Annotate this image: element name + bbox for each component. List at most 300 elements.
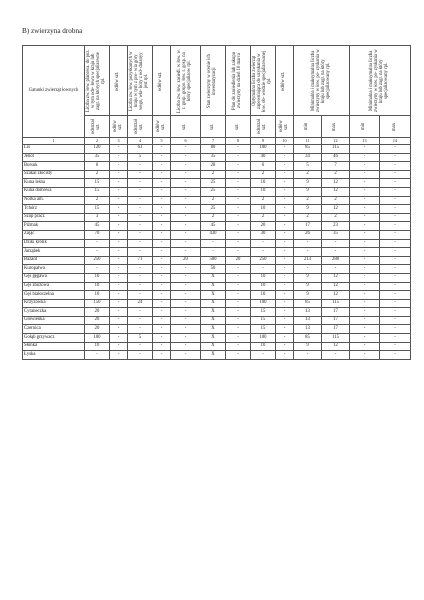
table-cell: - — [153, 230, 171, 239]
table-cell: 26 — [294, 230, 322, 239]
column-number: 9 — [251, 138, 276, 145]
table-cell: - — [153, 273, 171, 282]
table-cell: - — [153, 162, 171, 171]
table-cell: - — [276, 230, 294, 239]
table-cell: - — [276, 273, 294, 282]
table-cell: 3 — [85, 213, 110, 222]
table-cell: 15 — [85, 187, 110, 196]
table-cell: 20 — [85, 316, 110, 325]
table-cell: - — [153, 205, 171, 214]
table-cell: - — [226, 325, 251, 334]
table-cell: - — [153, 351, 171, 360]
table-cell: - — [128, 239, 153, 248]
sub-min-2: min — [350, 116, 380, 138]
table-cell: 10 — [251, 282, 276, 291]
table-cell: 115 — [322, 299, 350, 308]
table-cell: - — [380, 213, 411, 222]
table-cell: 10 — [251, 291, 276, 300]
sub-odlow-1: odłów szt. — [110, 116, 128, 138]
table-cell: - — [171, 230, 201, 239]
table-cell: - — [153, 308, 171, 317]
table-cell: 2 — [201, 213, 226, 222]
species-name: Szop pracz — [23, 213, 85, 222]
table-cell: - — [153, 213, 171, 222]
table-cell: - — [380, 170, 411, 179]
table-cell: 9 — [294, 282, 322, 291]
column-number: 5 — [153, 138, 171, 145]
table-cell: 150 — [85, 299, 110, 308]
species-name: Cyraneczka — [23, 308, 85, 317]
table-cell: 120 — [85, 145, 110, 154]
table-row — [23, 230, 411, 239]
table-cell: 10 — [85, 291, 110, 300]
table-cell: - — [322, 248, 350, 257]
table-cell: 5 — [128, 334, 153, 343]
table-cell: - — [85, 248, 110, 257]
table-row — [23, 299, 411, 308]
table-cell: - — [276, 342, 294, 351]
table-cell: - — [350, 205, 380, 214]
table-cell: 34 — [294, 153, 322, 162]
table-cell: - — [110, 213, 128, 222]
table-cell: 63 — [128, 145, 153, 154]
table-cell: 20 — [226, 256, 251, 265]
table-cell: - — [251, 351, 276, 360]
table-cell: 17 — [322, 325, 350, 334]
table-cell: - — [171, 239, 201, 248]
table-cell: - — [350, 265, 380, 274]
table-cell: - — [226, 282, 251, 291]
table-cell: 70 — [85, 230, 110, 239]
table-cell: 9 — [294, 179, 322, 188]
table-cell: 2 — [85, 196, 110, 205]
table-cell: 50 — [201, 265, 226, 274]
table-cell: - — [251, 265, 276, 274]
table-cell: - — [322, 265, 350, 274]
table-cell: 2 — [251, 196, 276, 205]
table-cell: - — [350, 230, 380, 239]
table-cell: 24 — [128, 299, 153, 308]
table-cell: 15 — [85, 205, 110, 214]
table-cell: 10 — [251, 342, 276, 351]
table-cell: 85 — [294, 334, 322, 343]
table-cell: - — [153, 316, 171, 325]
table-cell: - — [226, 179, 251, 188]
table-cell: - — [226, 222, 251, 231]
table-cell: 10 — [85, 282, 110, 291]
table-cell: - — [153, 170, 171, 179]
table-cell: - — [171, 153, 201, 162]
species-name: Krzyżówka — [23, 299, 85, 308]
table-row — [23, 282, 411, 291]
table-cell: - — [350, 299, 380, 308]
table-cell: - — [128, 351, 153, 360]
sub-odstrzal-1: odstrzał szt. — [85, 116, 110, 138]
table-cell: 15 — [251, 308, 276, 317]
table-row — [23, 239, 411, 248]
header-col7: Optymalna liczba zwierząt zapewniająca do uzyskania w łow. ob- wodzie specjalizowanej rpl. — [251, 46, 276, 116]
table-cell: - — [380, 196, 411, 205]
table-cell: - — [226, 205, 251, 214]
table-row — [23, 342, 411, 351]
table-cell: - — [276, 265, 294, 274]
table-cell: 6 — [251, 162, 276, 171]
table-cell: - — [380, 282, 411, 291]
table-cell: - — [171, 351, 201, 360]
column-number: 8 — [226, 138, 251, 145]
species-name: Piżmak — [23, 222, 85, 231]
table-cell: - — [201, 248, 226, 257]
table-cell: - — [128, 273, 153, 282]
table-cell: - — [110, 196, 128, 205]
table-cell: - — [110, 342, 128, 351]
column-number: 13 — [350, 138, 380, 145]
table-cell: 2 — [322, 170, 350, 179]
table-cell: 213 — [294, 256, 322, 265]
header-col2b: odłów szt. — [153, 46, 171, 116]
table-cell: - — [153, 256, 171, 265]
table-cell: 2 — [201, 196, 226, 205]
species-name: Jenot — [23, 153, 85, 162]
header-col8b: Minimalna i maksymalna liczba zwierzyny w łow. po- zyskania w kraju lub zagr. na który specjalizowany rpl. — [350, 46, 411, 116]
table-cell: 10 — [85, 273, 110, 282]
table-cell: X — [201, 351, 226, 360]
table-cell: 9 — [294, 205, 322, 214]
table-row — [23, 162, 411, 171]
column-number: 4 — [128, 138, 153, 145]
table-cell: - — [128, 230, 153, 239]
table-cell: - — [276, 325, 294, 334]
header-col1b: odłów szt. — [110, 46, 128, 116]
table-cell: - — [276, 145, 294, 154]
table-cell: - — [110, 265, 128, 274]
table-cell: - — [380, 299, 411, 308]
table-cell: - — [350, 162, 380, 171]
table-cell: - — [276, 248, 294, 257]
table-cell: - — [350, 213, 380, 222]
table-cell: - — [171, 334, 201, 343]
table-cell: - — [128, 265, 153, 274]
table-cell: - — [110, 256, 128, 265]
table-cell: 2 — [294, 170, 322, 179]
table-cell: - — [380, 308, 411, 317]
table-cell: - — [128, 162, 153, 171]
table-cell: 25 — [201, 187, 226, 196]
table-cell: - — [380, 291, 411, 300]
table-cell: - — [276, 222, 294, 231]
table-cell: 46 — [322, 153, 350, 162]
table-cell: - — [294, 351, 322, 360]
species-name: Kuropatwa — [23, 265, 85, 274]
species-name: Kuna domowa — [23, 187, 85, 196]
table-cell: - — [153, 342, 171, 351]
table-cell: 2 — [251, 170, 276, 179]
table-cell: 9 — [294, 273, 322, 282]
table-cell: - — [110, 153, 128, 162]
table-cell: - — [350, 342, 380, 351]
table-cell: 2 — [85, 170, 110, 179]
table-cell: - — [350, 196, 380, 205]
table-cell: - — [251, 239, 276, 248]
species-name: Zając — [23, 230, 85, 239]
table-cell: - — [276, 196, 294, 205]
table-cell: - — [276, 351, 294, 360]
table-cell: - — [350, 222, 380, 231]
table-cell: X — [201, 273, 226, 282]
table-cell: - — [276, 162, 294, 171]
table-cell: - — [276, 316, 294, 325]
table-cell: - — [85, 265, 110, 274]
table-cell: - — [350, 239, 380, 248]
table-cell: 12 — [322, 282, 350, 291]
table-row — [23, 334, 411, 343]
table-cell: - — [153, 265, 171, 274]
table-cell: - — [110, 170, 128, 179]
table-cell: - — [153, 325, 171, 334]
column-number: 12 — [322, 138, 350, 145]
header-col7b: odłów szt. — [276, 46, 294, 116]
table-cell: - — [171, 265, 201, 274]
table-cell: - — [350, 334, 380, 343]
table-cell: - — [110, 273, 128, 282]
table-cell: - — [380, 334, 411, 343]
table-cell: 15 — [251, 316, 276, 325]
table-cell: - — [226, 230, 251, 239]
table-cell: 12 — [322, 187, 350, 196]
table-row — [23, 179, 411, 188]
sub-max-1: max — [322, 116, 350, 138]
table-cell: 288 — [322, 256, 350, 265]
table-cell: - — [276, 256, 294, 265]
table-cell: 20 — [251, 222, 276, 231]
table-cell: - — [226, 145, 251, 154]
table-cell: 6 — [85, 162, 110, 171]
sub-odlow-2: odłów szt. — [153, 116, 171, 138]
table-cell: 35 — [85, 153, 110, 162]
table-cell: 30 — [251, 230, 276, 239]
species-name: Gęś gęgawa — [23, 273, 85, 282]
table-cell: 17 — [294, 222, 322, 231]
table-cell: 10 — [251, 187, 276, 196]
table-cell: - — [110, 282, 128, 291]
table-cell: - — [110, 187, 128, 196]
column-number: 1 — [23, 138, 85, 145]
table-cell: - — [380, 145, 411, 154]
table-cell: - — [171, 205, 201, 214]
table-cell: 250 — [85, 256, 110, 265]
table-cell: - — [350, 282, 380, 291]
column-number: 14 — [380, 138, 411, 145]
table-cell: - — [350, 351, 380, 360]
column-number: 10 — [276, 138, 294, 145]
table-cell: 13 — [294, 316, 322, 325]
table-cell: - — [171, 325, 201, 334]
table-cell: - — [171, 213, 201, 222]
table-cell: - — [226, 170, 251, 179]
table-cell: - — [276, 334, 294, 343]
table-cell: - — [276, 205, 294, 214]
table-row — [23, 316, 411, 325]
table-row — [23, 351, 411, 360]
table-cell: - — [380, 256, 411, 265]
species-name: Głowienka — [23, 316, 85, 325]
table-cell: - — [128, 325, 153, 334]
table-cell: - — [153, 248, 171, 257]
table-cell: - — [128, 187, 153, 196]
column-number: 7 — [201, 138, 226, 145]
species-name: Tchórz — [23, 205, 85, 214]
header-species: Gatunki zwierząt łownych — [23, 46, 85, 138]
table-cell: 85 — [294, 299, 322, 308]
table-cell: - — [201, 239, 226, 248]
table-cell: - — [276, 213, 294, 222]
header-col5: Plan do zasiedlenia lub zakupu zwierzyny na dzień 10 marca — [226, 46, 251, 116]
table-cell: X — [201, 334, 226, 343]
column-numbers-row — [23, 138, 411, 145]
table-cell: X — [201, 291, 226, 300]
table-cell: - — [276, 153, 294, 162]
header-col2: Liczba zw. łow. pozyskanych w kraju w tym z pro- wia góry wego, wła- kóry z od- dulanyy jest rpl. — [128, 46, 153, 116]
sub-odstrzal-2: odstrzał szt. — [128, 116, 153, 138]
table-cell: 2 — [322, 213, 350, 222]
sub-odlow-3: odłów szt. — [276, 116, 294, 138]
table-cell: 20 — [85, 325, 110, 334]
table-cell: - — [380, 222, 411, 231]
table-cell: X — [201, 325, 226, 334]
table-row — [23, 248, 411, 257]
table-cell: 15 — [251, 325, 276, 334]
table-row — [23, 291, 411, 300]
table-cell: 12 — [322, 179, 350, 188]
table-cell: - — [171, 282, 201, 291]
header-col1: Liczba zw. łow. planowa. do poz. w tym ode- łowu w kraju lub zagr. na których specjalizowne rpl. — [85, 46, 110, 116]
table-cell: - — [276, 187, 294, 196]
table-cell: - — [171, 308, 201, 317]
table-cell: 12 — [322, 342, 350, 351]
table-cell: 115 — [322, 145, 350, 154]
header-col8: Minimalna i maksymalna liczba zwierzyny w łow. po- zyskania w kraju lub zagr. na który specjalizowany rpl. — [294, 46, 350, 116]
table-cell: 2 — [294, 196, 322, 205]
table-cell: - — [294, 239, 322, 248]
table-cell: 12 — [322, 291, 350, 300]
table-cell: 20 — [171, 256, 201, 265]
sub-max-2: max — [380, 116, 411, 138]
table-cell: - — [350, 316, 380, 325]
table-cell: - — [110, 291, 128, 300]
table-cell: - — [153, 187, 171, 196]
section-title: B) zwierzyna drobna — [22, 27, 83, 35]
table-cell: - — [110, 222, 128, 231]
table-cell: X — [201, 316, 226, 325]
table-cell: - — [153, 334, 171, 343]
table-cell: - — [171, 145, 201, 154]
table-cell: - — [128, 342, 153, 351]
table-row — [23, 145, 411, 154]
table-row — [23, 325, 411, 334]
table-cell: X — [201, 282, 226, 291]
table-cell: - — [171, 316, 201, 325]
species-name: Jarząbek — [23, 248, 85, 257]
table-cell: - — [85, 351, 110, 360]
table-cell: 35 — [322, 230, 350, 239]
table-cell: 35 — [201, 153, 226, 162]
table-row — [23, 273, 411, 282]
table-cell: 100 — [251, 299, 276, 308]
table-cell: - — [380, 273, 411, 282]
table-cell: - — [110, 299, 128, 308]
table-cell: - — [350, 273, 380, 282]
table-cell: 15 — [85, 179, 110, 188]
table-cell: - — [128, 308, 153, 317]
table-cell: 25 — [201, 179, 226, 188]
table-cell: - — [251, 248, 276, 257]
table-cell: - — [380, 179, 411, 188]
table-cell: 13 — [294, 308, 322, 317]
table-cell: - — [226, 351, 251, 360]
species-name: Kuna leśna — [23, 179, 85, 188]
species-name: Słonka — [23, 342, 85, 351]
table-cell: - — [171, 222, 201, 231]
table-cell: - — [128, 205, 153, 214]
table-cell: - — [226, 273, 251, 282]
table-cell: - — [128, 196, 153, 205]
table-cell: 17 — [322, 308, 350, 317]
header-col4: Stan zwierzyny w ocenie ich inwentaryzacji — [201, 46, 226, 116]
species-name: Łyska — [23, 351, 85, 360]
table-cell: - — [380, 265, 411, 274]
table-cell: X — [201, 299, 226, 308]
species-name: Bażant — [23, 256, 85, 265]
table-cell: - — [350, 325, 380, 334]
table-cell: 2 — [251, 213, 276, 222]
table-cell: 12 — [322, 273, 350, 282]
table-cell: - — [128, 179, 153, 188]
table-cell: - — [380, 153, 411, 162]
table-cell: - — [322, 351, 350, 360]
sub-szt-1: szt. — [171, 116, 201, 138]
table-cell: - — [153, 291, 171, 300]
table-cell: - — [294, 265, 322, 274]
table-cell: - — [350, 308, 380, 317]
table-cell: - — [380, 230, 411, 239]
table-cell: - — [322, 239, 350, 248]
table-cell: - — [153, 179, 171, 188]
table-cell: 28 — [201, 162, 226, 171]
table-cell: - — [226, 196, 251, 205]
column-number: 11 — [294, 138, 322, 145]
table-cell: - — [128, 316, 153, 325]
table-cell: 45 — [201, 222, 226, 231]
table-cell: 10 — [251, 179, 276, 188]
table-cell: 9 — [294, 342, 322, 351]
table-cell: - — [380, 342, 411, 351]
table-cell: 17 — [322, 316, 350, 325]
table-cell: - — [110, 145, 128, 154]
table-cell: - — [128, 170, 153, 179]
table-row — [23, 308, 411, 317]
table-cell: 12 — [322, 205, 350, 214]
table-cell: X — [201, 342, 226, 351]
table-cell: - — [276, 170, 294, 179]
table-cell: - — [110, 179, 128, 188]
table-cell: - — [171, 187, 201, 196]
table-cell: - — [85, 239, 110, 248]
table-cell: - — [110, 239, 128, 248]
table-cell: - — [110, 325, 128, 334]
table-cell: 430 — [201, 230, 226, 239]
table-cell: 100 — [251, 145, 276, 154]
table-cell: - — [226, 248, 251, 257]
